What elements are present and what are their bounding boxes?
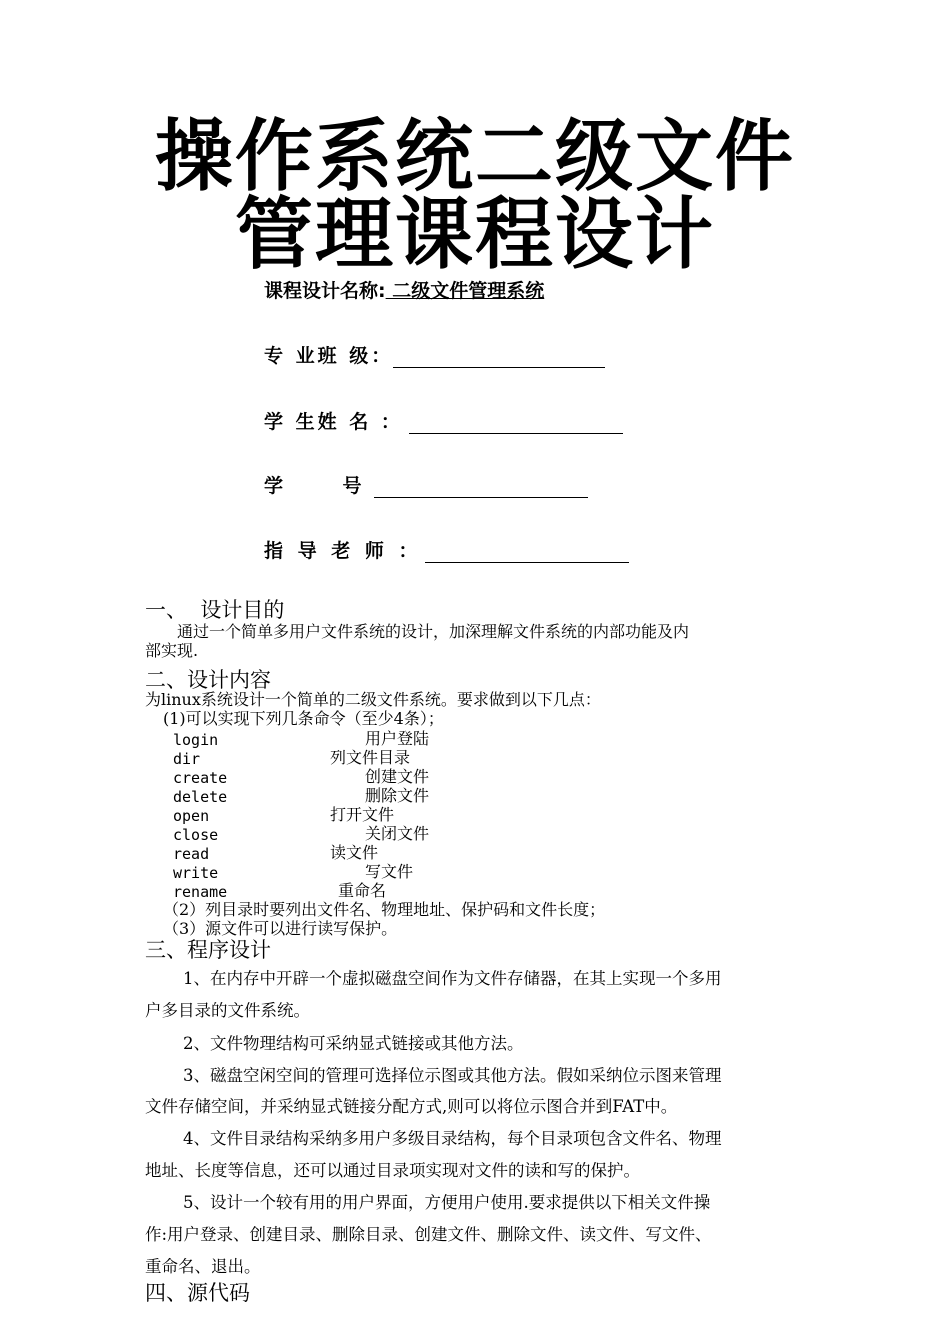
class-blank <box>393 347 605 368</box>
section-3-heading: 三、程序设计 <box>145 938 271 962</box>
course-name-field <box>264 276 544 303</box>
section-2-requirement-1: (1)可以实现下列几条命令（至少4条）； <box>163 709 444 728</box>
section-3-paragraph-4-line-1: 4、文件目录结构采纳多用户多级目录结构，每个目录项包含文件名、物理 <box>183 1129 722 1148</box>
class-label: 专 业班 级： <box>264 345 394 367</box>
section-3-paragraph-1-line-2: 户多目录的文件系统。 <box>145 1001 310 1020</box>
student-name-label: 学 生姓 名 ： <box>264 411 403 433</box>
command-description: 读文件 <box>330 843 379 862</box>
command-name: create <box>173 769 228 787</box>
section-1-heading: 一、 设计目的 <box>145 598 285 622</box>
teacher-field <box>264 536 629 563</box>
command-name: write <box>173 864 219 882</box>
command-name: rename <box>173 883 228 901</box>
student-id-field <box>264 471 588 498</box>
command-name: delete <box>173 788 228 806</box>
section-2-requirement-2: （2）列目录时要列出文件名、物理地址、保护码和文件长度； <box>163 900 606 919</box>
command-name: close <box>173 826 219 844</box>
section-1-line-1: 通过一个简单多用户文件系统的设计，加深理解文件系统的内部功能及内 <box>177 622 690 641</box>
command-description: 用户登陆 <box>365 729 430 748</box>
student-name-blank <box>409 413 623 434</box>
course-name-label: 课程设计名称: <box>264 280 386 302</box>
command-description: 打开文件 <box>330 805 395 824</box>
command-description: 重命名 <box>338 881 387 900</box>
command-name: open <box>173 807 210 825</box>
section-2-intro: 为linux系统设计一个简单的二级文件系统。要求做到以下几点： <box>145 690 601 709</box>
section-3-paragraph-3-line-2: 文件存储空间，并采纳显式链接分配方式,则可以将位示图合并到FAT中。 <box>145 1097 678 1116</box>
section-3-paragraph-1-line-1: 1、在内存中开辟一个虚拟磁盘空间作为文件存储器，在其上实现一个多用 <box>183 969 722 988</box>
section-1-line-2: 部实现. <box>145 641 199 660</box>
section-2-requirement-3: （3）源文件可以进行读写保护。 <box>163 919 398 938</box>
command-description: 关闭文件 <box>365 824 430 843</box>
section-3-paragraph-4-line-2: 地址、长度等信息，还可以通过目录项实现对文件的读和写的保护。 <box>145 1161 640 1180</box>
student-id-label: 学 号 <box>264 475 362 497</box>
student-name-field <box>264 407 623 434</box>
command-description: 删除文件 <box>365 786 430 805</box>
course-name-value: 二级文件管理系统 <box>385 280 545 302</box>
document-title-line-2: 管理课程设计 <box>234 190 715 280</box>
section-3-paragraph-5-line-1: 5、设计一个较有用的用户界面，方便用户使用.要求提供以下相关文件操 <box>183 1193 711 1212</box>
section-3-paragraph-5-line-2: 作:用户登录、创建目录、删除目录、创建文件、删除文件、读文件、写文件、 <box>145 1225 712 1244</box>
section-4-heading: 四、源代码 <box>145 1281 250 1305</box>
student-id-blank <box>374 477 588 498</box>
command-name: login <box>173 731 219 749</box>
document-title-line-1: 操作系统二级文件 <box>154 112 795 202</box>
teacher-label: 指 导 老 师 ： <box>264 540 422 562</box>
command-description: 列文件目录 <box>330 748 411 767</box>
section-3-paragraph-5-line-3: 重命名、退出。 <box>145 1257 261 1276</box>
command-name: dir <box>173 750 201 768</box>
command-description: 写文件 <box>365 862 414 881</box>
teacher-blank <box>425 542 629 563</box>
command-description: 创建文件 <box>365 767 430 786</box>
class-field <box>264 341 605 368</box>
section-3-paragraph-2: 2、文件物理结构可采纳显式链接或其他方法。 <box>183 1034 524 1053</box>
section-2-heading: 二、设计内容 <box>145 668 271 692</box>
command-name: read <box>173 845 210 863</box>
section-3-paragraph-3-line-1: 3、磁盘空闲空间的管理可选择位示图或其他方法。假如采纳位示图来管理 <box>183 1066 722 1085</box>
